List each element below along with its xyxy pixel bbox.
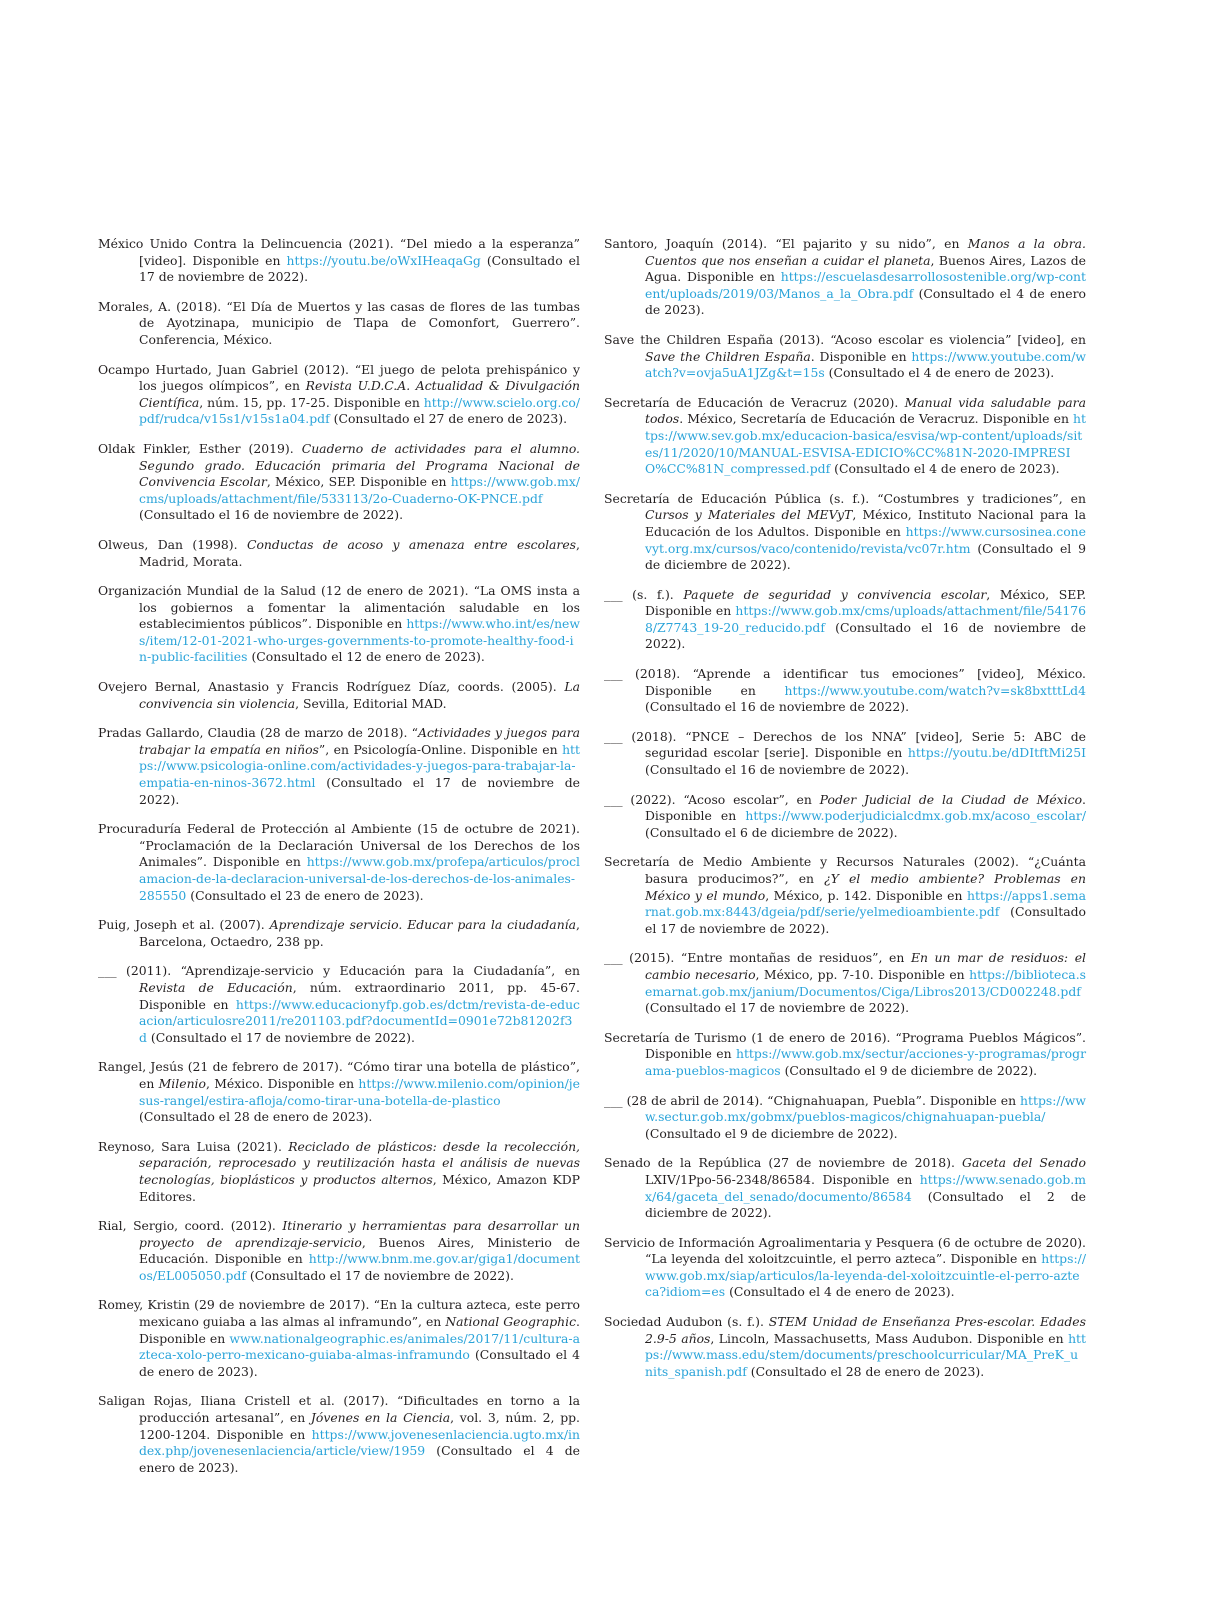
reference-text: “Dificultades en torno a la producción artesanal”, en [139,1393,581,1426]
reference-consulted: (Consultado el 28 de enero de 2023). [139,1109,373,1125]
reference-link[interactable]: https://escuelasdesarrollosostenible.org/wp-content/uploads/2019/03/Manos_a_la_Obra.pdf [645,269,1086,301]
reference-text: “Acoso escolar”, en [683,791,820,807]
reference-text: , México, pp. 7-10. Disponible en [755,966,970,982]
reference-entry [98,441,580,524]
reference-entry [604,1030,1086,1080]
reference-link[interactable]: https://www.gob.mx/sectur/acciones-y-programas/programa-pueblos-magicos [645,1046,1086,1078]
reference-text: “Cómo tirar una botella de plástico”, en [139,1059,580,1091]
reference-link[interactable]: https://www.poderjudicialcdmx.gob.mx/acoso_escolar/ [745,808,1086,824]
reference-author: Reynoso, Sara Luisa (2021). [98,1138,289,1154]
reference-consulted: (Consultado el 2 de diciembre de 2022). [645,1188,1086,1221]
reference-consulted: (Consultado el 16 de noviembre de 2022). [645,699,910,715]
reference-link[interactable]: https://www.educacionyfp.gob.es/dctm/revista-de-educacion/articulosre2011/re201103.pdf?documentId=0901e72b81202f3d [139,996,580,1045]
reference-consulted: (Consultado el 9 de diciembre de 2022). [780,1062,1038,1078]
reference-consulted: (Consultado el 16 de noviembre de 2022). [645,762,910,778]
reference-consulted: (Consultado el 16 de noviembre de 2022). [139,507,404,523]
reference-text: . México, Secretaría de Educación de Veracruz. Disponible en [679,411,1074,427]
reference-title: Save the Children España [645,348,811,364]
reference-entry [604,395,1086,478]
reference-entry [98,1139,580,1205]
reference-entry [604,491,1086,574]
reference-entry [98,1059,580,1125]
reference-author: ___ (2015). [604,950,681,966]
reference-author: Organización Mundial de la Salud (12 de enero de 2021). [98,583,474,599]
reference-title: STEM Unidad de Enseñanza Pres-escolar. Edades 2.9-5 años [645,1314,1086,1346]
reference-consulted: (Consultado el 9 de diciembre de 2022). [645,540,1086,573]
reference-title: Revista U.D.C.A. Actualidad & Divulgación Científica [139,378,580,410]
reference-entry [604,236,1086,319]
reference-text: “El juego de pelota prehispánico y los juegos olímpicos”, en [139,361,580,394]
reference-entry [98,1218,580,1284]
reference-title: Manual vida saludable para todos [645,394,1086,427]
reference-title: Actividades y juegos para trabajar la empatía en niños [139,725,580,757]
reference-text: , Sevilla, Editorial MAD. [295,695,447,711]
reference-entry [604,1093,1086,1143]
reference-link[interactable]: https://www.sectur.gob.mx/gobmx/pueblos-magicos/chignahuapan-puebla/ [645,1092,1086,1125]
reference-author: Puig, Joseph et al. (2007). [98,917,270,933]
reference-author: México Unido Contra la Delincuencia (2021). [98,236,400,251]
reference-link[interactable]: https://www.who.int/es/news/item/12-01-2021-who-urges-governments-to-promote-healthy-food-in-public-facilities [139,616,580,665]
reference-link[interactable]: https://www.gob.mx/siap/articulos/la-leyenda-del-xoloitzcuintle-el-perro-azteca?idiom=es [645,1251,1086,1300]
reference-author: Save the Children España (2013). [604,331,831,347]
reference-entry [98,537,580,570]
reference-text: , Lincoln, Massachusetts, Mass Audubon. Disponible en [710,1330,1069,1346]
reference-text: “En la cultura azteca, este perro mexicano guiaba a las almas al inframundo”, en [139,1297,581,1330]
reference-consulted: (Consultado el 4 de enero de 2023). [824,365,1055,381]
reference-entry [604,729,1086,779]
reference-text: “¿Cuánta basura producimos?”, en [645,854,1086,886]
reference-entry [604,1314,1086,1380]
reference-text: , México, p. 142. Disponible en [765,887,967,903]
reference-link[interactable]: https://www.psicologia-online.com/actividades-y-juegos-para-trabajar-la-empatia-en-ninos-3672.html [139,741,581,791]
reference-text: , núm. 15, pp. 17-25. Disponible en [199,394,424,410]
reference-author: Sociedad Audubon (s. f.). [604,1314,769,1330]
reference-author: Oldak Finkler, Esther (2019). [98,440,302,456]
reference-consulted: (Consultado el 27 de enero de 2023). [329,411,568,427]
reference-link[interactable]: https://www.senado.gob.mx/64/gaceta_del_senado/documento/86584 [645,1171,1086,1204]
reference-text: “Entre montañas de residuos”, en [680,950,911,966]
reference-title: Cursos y Materiales del MEVyT [645,507,853,523]
reference-link[interactable]: https://www.milenio.com/opinion/jesus-rangel/estira-afloja/como-tirar-una-botella-de-plastico [139,1075,580,1108]
reference-consulted: (Consultado el 4 de enero de 2023). [725,1284,955,1300]
reference-text: “La OMS insta a los gobiernos a fomentar la alimentación saludable en los establecimientos públicos”. Disponible en [139,583,580,632]
reference-link[interactable]: https://www.gob.mx/cms/uploads/attachment/file/541768/Z7743_19-20_reducido.pdf [645,603,1086,635]
reference-text: . Disponible en [139,1314,580,1346]
reference-text: , Madrid, Morata. [139,536,580,569]
reference-title: Poder Judicial de la Ciudad de México [819,791,1083,807]
reference-consulted: (Consultado el 17 de noviembre de 2022). [146,1029,415,1045]
reference-link[interactable]: https://www.sev.gob.mx/educacion-basica/esvisa/wp-content/uploads/sites/11/2020/10/MANUAL-ESVISA-EDICIO%CC%81N-2020-IMPRESIO%CC%81N_compressed.pdf [645,411,1086,477]
reference-entry [98,236,580,286]
reference-consulted: (Consultado el 4 de enero de 2023). [139,1347,580,1379]
reference-author: Romey, Kristin (29 de noviembre de 2017). [98,1297,374,1313]
reference-consulted: (Consultado el 17 de noviembre de 2022). [139,775,580,807]
reference-author: Servicio de Información Agroalimentaria y Pesquera (6 de octubre de 2020). [604,1234,1086,1250]
reference-entry [98,362,580,428]
reference-link[interactable]: http://www.bnm.me.gov.ar/giga1/documentos/EL005050.pdf [139,1251,580,1283]
reference-text: “Del miedo a la esperanza” [video]. Disponible en [139,236,580,268]
reference-author: ___ (28 de abril de 2014). [604,1092,768,1108]
reference-entry [98,917,580,950]
reference-text: “Costumbres y tradiciones”, en [877,490,1086,506]
reference-link[interactable]: https://www.cursosinea.conevyt.org.mx/cursos/vaco/contenido/revista/vc07r.htm [645,523,1086,556]
reference-link[interactable]: https://youtu.be/dDItftMi25I [907,745,1086,761]
reference-link[interactable]: https://www.gob.mx/cms/uploads/attachment/file/533113/2o-Cuaderno-OK-PNCE.pdf [139,474,580,506]
reference-text: “PNCE – Derechos de los NNA” [video], Serie 5: ABC de seguridad escolar [serie]. Disponible en [645,728,1086,761]
reference-text: “Aprende a identificar tus emociones” [video], México. Disponible en [645,666,1086,698]
reference-text: “El pajarito y su nido”, en [775,236,968,251]
reference-text: . Disponible en [810,348,912,364]
reference-text: , Buenos Aires, Lazos de Agua. Disponible en [645,252,1086,285]
reference-entry [604,854,1086,937]
reference-consulted: (Consultado el 4 de enero de 2023). [830,461,1060,477]
reference-consulted: (Consultado el 16 de noviembre de 2022). [645,619,1086,652]
reference-entry [604,666,1086,716]
reference-author: Secretaría de Educación Pública (s. f.). [604,490,878,506]
reference-consulted: (Consultado el 17 de noviembre de 2022). [245,1267,514,1283]
reference-author: Ovejero Bernal, Anastasio y Francis Rodríguez Díaz, coords. (2005). [98,679,565,695]
reference-title: Paquete de seguridad y convivencia escolar [683,586,987,602]
reference-author: Secretaría de Turismo (1 de enero de 2016). [604,1029,896,1045]
reference-text: , México, Instituto Nacional para la Educación de los Adultos. Disponible en [645,507,1086,539]
reference-entry [98,679,580,712]
reference-text: “Aprendizaje-servicio y Educación para la Ciudadanía”, en [180,963,580,979]
reference-author: Santoro, Joaquín (2014). [604,236,776,251]
reference-entry [604,332,1086,382]
reference-link[interactable]: https://apps1.semarnat.gob.mx:8443/dgeia/pdf/serie/yelmedioambiente.pdf [645,887,1086,920]
reference-link[interactable]: https://www.youtube.com/watch?v=ovja5uA1JZg&t=15s [645,348,1086,381]
reference-title: Itinerario y herramientas para desarrollar un proyecto de aprendizaje-servicio [139,1218,580,1250]
reference-consulted: (Consultado el 17 de noviembre de 2022). [645,1000,910,1016]
reference-author: Procuraduría Federal de Protección al Ambiente (15 de octubre de 2021). [98,821,580,837]
reference-consulted: (Consultado el 6 de diciembre de 2022). [645,824,898,840]
reference-title: La convivencia sin violencia [139,679,580,711]
reference-title: National Geographic [445,1314,577,1330]
reference-text: , México. Disponible en [205,1075,359,1091]
reference-link[interactable]: http://www.scielo.org.co/pdf/rudca/v15s1/v15s1a04.pdf [139,394,581,427]
reference-consulted: (Consultado el 23 de enero de 2023). [186,887,424,903]
reference-title: En un mar de residuos: el cambio necesario [645,950,1086,982]
reference-author: Pradas Gallardo, Claudia (28 de marzo de 2018). [98,725,412,741]
reference-author: Rial, Sergio, coord. (2012). [98,1218,283,1234]
reference-text: , México, SEP. Disponible en [266,474,451,490]
reference-text: “Programa Pueblos Mágicos”. Disponible en [645,1029,1086,1062]
reference-consulted: (Consultado el 28 de enero de 2023). [746,1363,985,1379]
reference-text: , Barcelona, Octaedro, 238 pp. [139,917,580,949]
reference-entry [98,1297,580,1380]
reference-text: . Disponible en [645,791,1086,824]
reference-text: , Buenos Aires, Ministerio de Educación. Disponible en [139,1234,580,1267]
reference-entry [604,1235,1086,1301]
reference-entry [604,1155,1086,1221]
reference-entry [98,725,580,808]
reference-text: , México, Amazon KDP Editores. [139,1171,580,1204]
reference-text: , vol. 3, núm. 2, pp. 1200-1204. Disponible en [139,1410,580,1442]
reference-consulted: (Consultado el 17 de noviembre de 2022). [139,252,580,285]
reference-title: Manos a la obra. Cuentos que nos enseñan a cuidar el planeta [645,236,1086,268]
reference-link[interactable]: https://biblioteca.semarnat.gob.mx/janium/Documentos/Ciga/Libros2013/CD002248.pdf [645,966,1086,999]
reference-text: LXIV/1Ppo-56-2348/86584. Disponible en [645,1171,920,1187]
reference-entry [98,299,580,349]
reference-title: Milenio [158,1075,206,1091]
reference-author: ___ (s. f.). [604,586,684,602]
reference-text: “Proclamación de la Declaración Universal de los Derechos de los Animales”. Disponible en [139,837,580,870]
reference-title: Jóvenes en la Ciencia [310,1410,451,1426]
reference-author: Saligan Rojas, Iliana Cristell et al. (2017). [98,1393,397,1409]
reference-author: Senado de la República (27 de noviembre de 2018). [604,1155,963,1171]
reference-text: , México, SEP. Disponible en [645,586,1087,619]
reference-consulted: (Consultado el 17 de noviembre de 2022). [645,904,1086,936]
reference-author: Rangel, Jesús (21 de febrero de 2017). [98,1059,348,1075]
reference-title: Reciclado de plásticos: desde la recolección, separación, reprocesado y reutilización hasta el análisis de nuevas tecnologías, bioplásticos y productos alternos [139,1138,580,1187]
reference-text: “Acoso escolar es violencia” [video], en [830,331,1086,347]
reference-author: Ocampo Hurtado, Juan Gabriel (2012). [98,361,355,377]
reference-author: Olweus, Dan (1998). [98,536,247,552]
reference-consulted: (Consultado el 4 de enero de 2023). [139,1443,580,1475]
references-column-right [604,236,1086,1393]
reference-author: ___ (2018). [604,728,686,744]
reference-entry [98,1393,580,1476]
reference-text: “Chignahuapan, Puebla”. Disponible en [767,1092,1021,1108]
reference-text: ”, en Psicología-Online. Disponible en [318,741,563,757]
reference-link[interactable]: https://www.jovenesenlaciencia.ugto.mx/index.php/jovenesenlaciencia/article/view/1959 [139,1426,580,1459]
reference-link[interactable]: https://youtu.be/oWxIHeaqaGg [286,252,481,268]
reference-title: Cuaderno de actividades para el alumno. Segundo grado. Educación primaria del Programa Nacional de Convivencia Escolar [139,440,580,490]
reference-entry [604,950,1086,1016]
reference-title: Aprendizaje servicio. Educar para la ciudadanía [269,917,577,933]
reference-text: , núm. extraordinario 2011, pp. 45-67. Disponible en [139,979,580,1012]
reference-link[interactable]: https://www.mass.edu/stem/documents/preschoolcurricular/MA_PreK_units_spanish.pdf [645,1330,1087,1379]
reference-author: Secretaría de Medio Ambiente y Recursos Naturales (2002). [604,854,1028,870]
reference-author: ___ (2018). [604,666,693,682]
reference-text: “El Día de Muertos y las casas de flores de las tumbas de Ayotzinapa, municipio de Tlapa de Comonfort, Guerrero”. Conferencia, México. [139,298,580,347]
reference-entry [604,792,1086,842]
reference-entry [98,583,580,666]
reference-entry [98,821,580,904]
reference-consulted: (Consultado el 12 de enero de 2023). [247,649,485,665]
reference-title: Revista de Educación [139,979,293,995]
reference-link[interactable]: www.nationalgeographic.es/animales/2017/11/cultura-azteca-xolo-perro-mexicano-guiaba-almas-inframundo [139,1330,580,1363]
references-column-left [98,236,580,1489]
reference-title: ¿Y el medio ambiente? Problemas en México y el mundo [645,871,1086,903]
reference-author: ___ (2011). [98,963,181,979]
reference-link[interactable]: https://www.gob.mx/profepa/articulos/proclamacion-de-la-declaracion-universal-de-los-derechos-de-los-animales-285550 [139,854,580,903]
reference-entry [98,963,580,1046]
reference-text: “ [411,725,419,741]
reference-link[interactable]: https://www.youtube.com/watch?v=sk8bxtttLd4 [784,682,1086,698]
reference-consulted: (Consultado el 4 de enero de 2023). [645,285,1086,318]
reference-entry [604,587,1086,653]
reference-author: Secretaría de Educación de Veracruz (2020). [604,394,905,410]
reference-consulted: (Consultado el 9 de diciembre de 2022). [645,1125,898,1141]
reference-author: ___ (2022). [604,791,684,807]
reference-author: Morales, A. (2018). [98,298,227,314]
reference-title: Gaceta del Senado [962,1155,1086,1171]
reference-text: “La leyenda del xoloitzcuintle, el perro azteca”. Disponible en [645,1251,1042,1267]
reference-title: Conductas de acoso y amenaza entre escolares [246,536,577,552]
